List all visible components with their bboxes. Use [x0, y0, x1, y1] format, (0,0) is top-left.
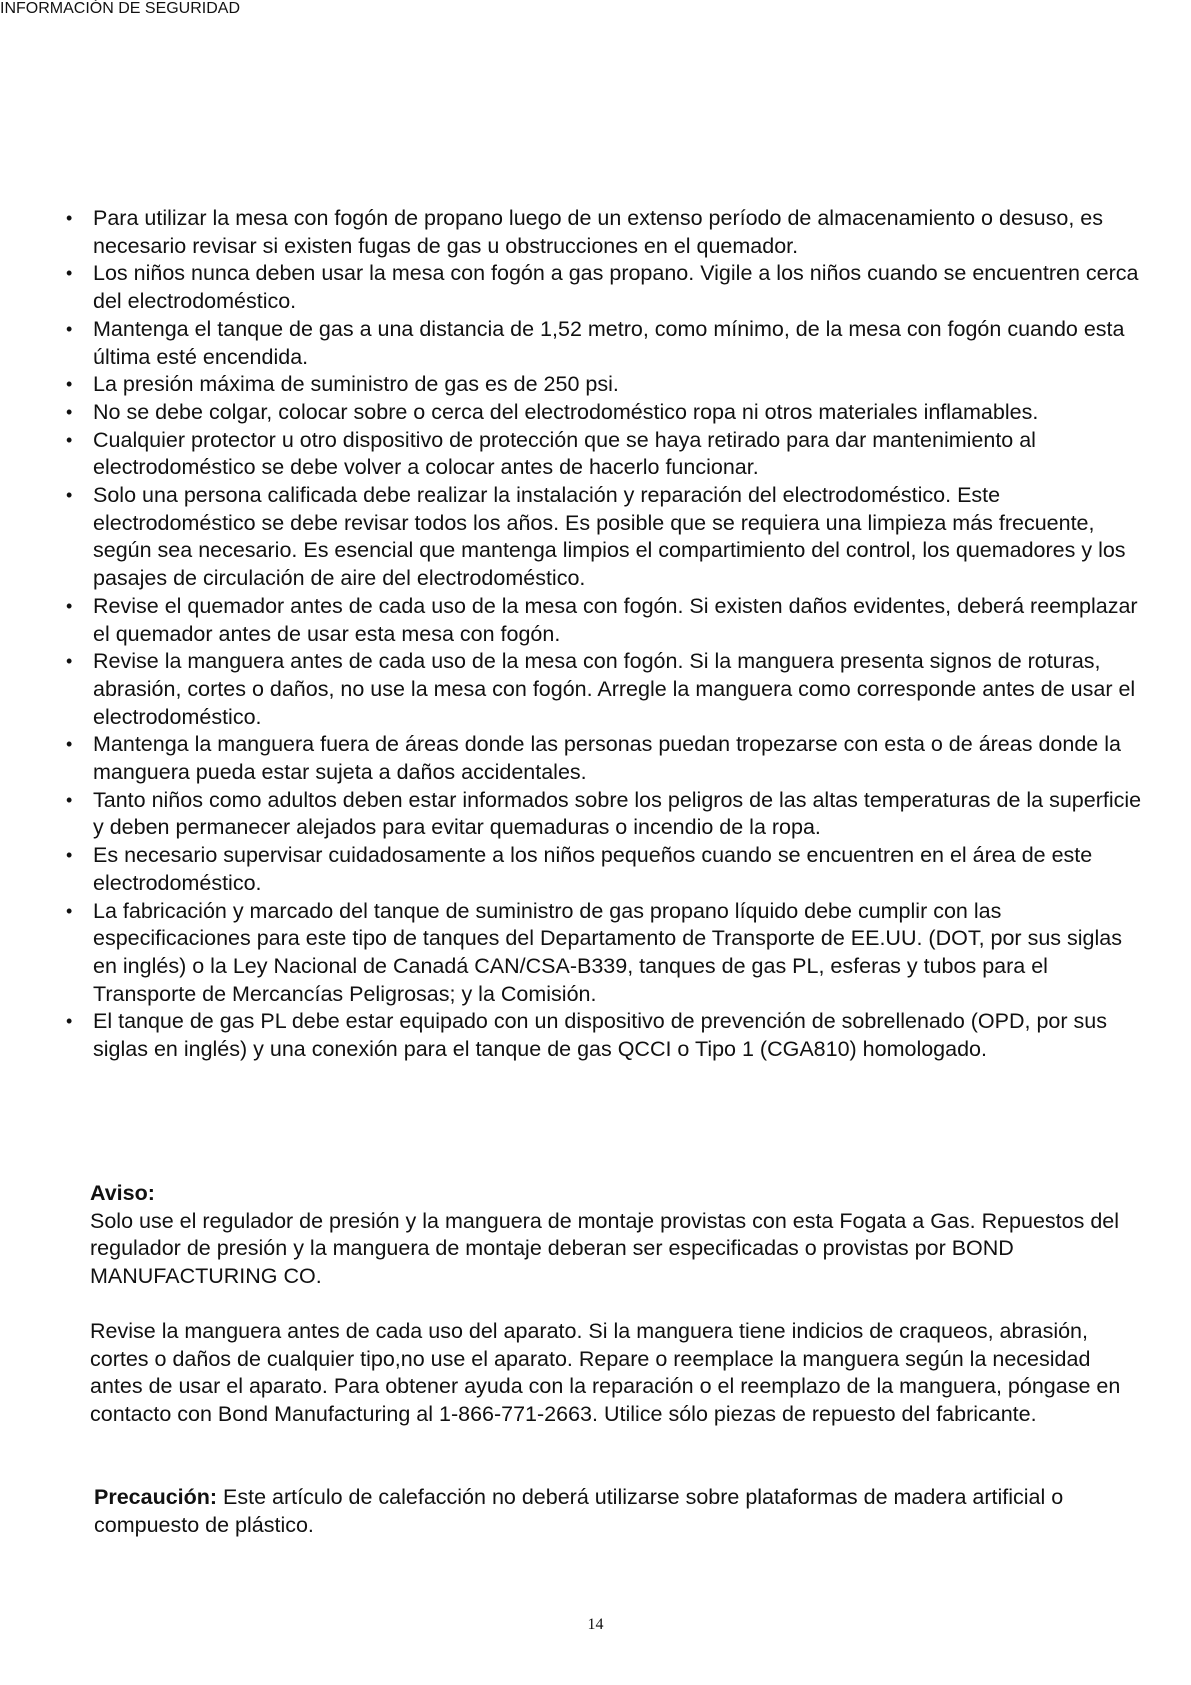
list-item: • Mantenga la manguera fuera de áreas donde las personas puedan tropezarse con esta o de áreas donde la manguera pueda estar sujeta a daños accidentales.	[66, 731, 1146, 786]
page-number: 14	[587, 1616, 604, 1633]
list-item: • Solo una persona calificada debe realizar la instalación y reparación del electrodoméstico. Este electrodoméstico se debe revisar todos los años. Es posible que se requiera una limpieza más frecuente, según sea necesario. Es esencial que mantenga limpios el compartimiento del control, los quemadores y los pasajes de circulación de aire del electrodoméstico.	[66, 482, 1146, 593]
list-item: • La fabricación y marcado del tanque de suministro de gas propano líquido debe cumplir con las especificaciones para este tipo de tanques del Departamento de Transporte de EE.UU. (DOT, por sus siglas en inglés) o la Ley Nacional de Canadá CAN/CSA-B339, tanques de gas PL, esferas y tubos para el Transporte de Mercancías Peligrosas; y la Comisión.	[66, 898, 1146, 1009]
list-item: • No se debe colgar, colocar sobre o cerca del electrodoméstico ropa ni otros materiales inflamables.	[66, 399, 1146, 427]
caution-block	[94, 1484, 1134, 1539]
list-item: • Los niños nunca deben usar la mesa con fogón a gas propano. Vigile a los niños cuando se encuentren cerca del electrodoméstico.	[66, 260, 1146, 315]
caution-label: Precaución:	[94, 1485, 218, 1509]
list-item: • Mantenga el tanque de gas a una distancia de 1,52 metro, como mínimo, de la mesa con fogón cuando esta última esté encendida.	[66, 316, 1146, 371]
list-item: • Cualquier protector u otro dispositivo de protección que se haya retirado para dar mantenimiento al electrodoméstico se debe volver a colocar antes de hacerlo funcionar.	[66, 427, 1146, 482]
notice-paragraph-1: Solo use el regulador de presión y la manguera de montaje provistas con esta Fogata a Gas. Repuestos del regulador de presión y la manguera de montaje deberan ser especificadas o provistas por BOND MANUFACTURING CO.	[90, 1208, 1120, 1289]
list-item: • Para utilizar la mesa con fogón de propano luego de un extenso período de almacenamiento o desuso, es necesario revisar si existen fugas de gas u obstrucciones en el quemador.	[66, 205, 1146, 260]
list-item: • Revise la manguera antes de cada uso de la mesa con fogón. Si la manguera presenta signos de roturas, abrasión, cortes o daños, no use la mesa con fogón. Arregle la manguera como corresponde antes de usar el electrodoméstico.	[66, 648, 1146, 731]
list-item: • El tanque de gas PL debe estar equipado con un dispositivo de prevención de sobrellenado (OPD, por sus siglas en inglés) y una conexión para el tanque de gas QCCI o Tipo 1 (CGA810) homologado.	[66, 1008, 1146, 1063]
notice-title: Aviso:	[90, 1181, 155, 1205]
safety-bullet-list	[66, 205, 1146, 1064]
section-title: INFORMACIÓN DE SEGURIDAD	[0, 0, 241, 17]
notice-paragraph-2: Revise la manguera antes de cada uso del aparato. Si la manguera tiene indicios de craqueos, abrasión, cortes o daños de cualquier tipo,no use el aparato. Repare o reemplace la manguera según la necesidad antes de usar el aparato. Para obtener ayuda con la reparación o el reemplazo de la manguera, póngase en contacto con Bond Manufacturing al 1-866-771-2663. Utilice sólo piezas de repuesto del fabricante.	[90, 1319, 1121, 1427]
list-item: • Revise el quemador antes de cada uso de la mesa con fogón. Si existen daños evidentes, deberá reemplazar el quemador antes de usar esta mesa con fogón.	[66, 593, 1146, 648]
list-item: • Es necesario supervisar cuidadosamente a los niños pequeños cuando se encuentren en el área de este electrodoméstico.	[66, 842, 1146, 897]
list-item: • Tanto niños como adultos deben estar informados sobre los peligros de las altas temperaturas de la superficie y deben permanecer alejados para evitar quemaduras o incendio de la ropa.	[66, 787, 1146, 842]
list-item: • La presión máxima de suministro de gas es de 250 psi.	[66, 371, 1146, 399]
notice-block	[90, 1180, 1130, 1291]
caution-text: Este artículo de calefacción no deberá utilizarse sobre plataformas de madera artificial o compuesto de plástico.	[94, 1485, 1064, 1537]
